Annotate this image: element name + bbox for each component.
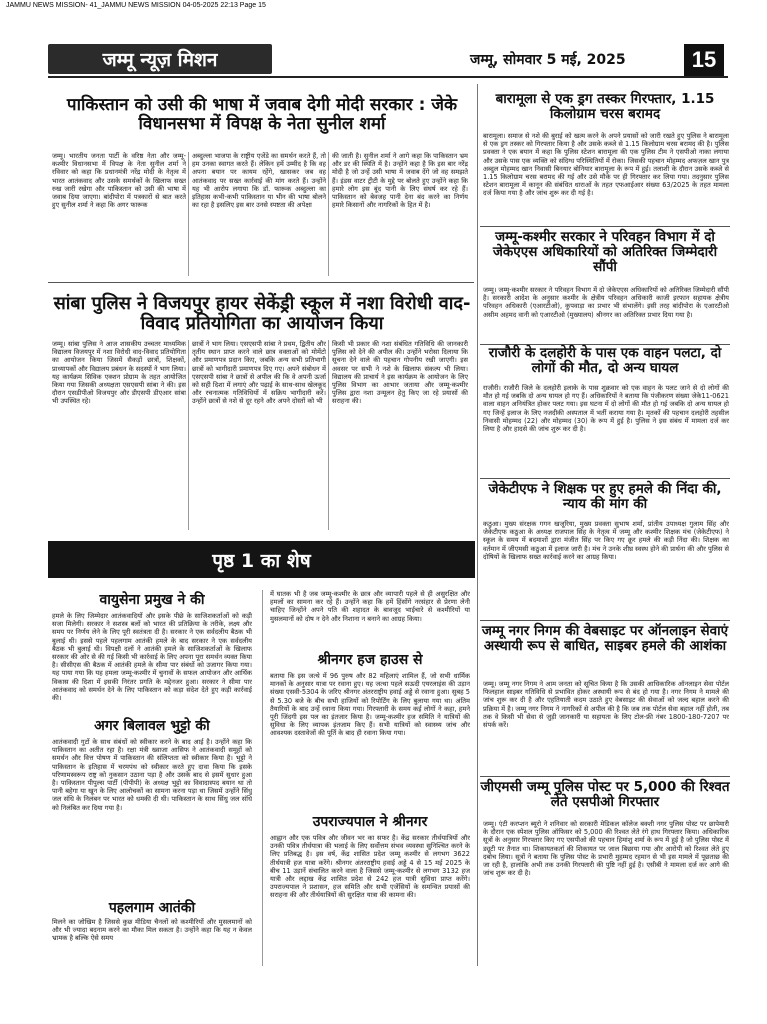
story-headline: जम्मू-कश्मीर सरकार ने परिवहन विभाग में दो जेकेएएस अधिकारियों को अतिरिक्त जिम्मेदारी सौंपी [492, 229, 718, 276]
continuation-heading: अगर बिलावल भुट्टो की [94, 718, 210, 734]
story-body: बारामूला। समाज से नशे की बुराई को खत्म करने के अपने प्रयासों को जारी रखते हुए पुलिस ने बारामूला से एक ड्रग तस्कर को गिरफ्तार किया है और उसके कब्जे से 1.15 किलोग्राम चरस बरामद की है। पुलिस प्रवक्ता ने एक बयान में कहा कि पुलिस स्टेशन बारामूला की एक पुलिस टीम ने एसपीओ नाका लगाया और उसके पास एक व्यक्ति को संदिग्ध परिस्थितियों में रोका। जिसकी पहचान मोहम्मद अफज़ल खान पुत्र अब्दुल मोहम्मद खान निवासी बिनयार बोनियार बारामूला के रूप में हुई। तलाशी के दौरान उसके कब्जे से 1.15 किलोग्राम चरस बरामद की गई और उसे मौके पर ही गिरफ्तार कर लिया गया। तदनुसार पुलिस स्टेशन बारामूला में कानून की संबंधित धाराओं के तहत एफआईआर संख्या 63/2025 के तहत मामला दर्ज किया गया है और जांच शुरू कर दी गई है। [483, 132, 729, 198]
continuation-text: आह्वान और एक पवित्र और जीवन भर का सफर है। केंद्र सरकार तीर्थयात्रियों और उनकी पवित्र तीर्थयात्रा की भलाई के लिए सर्वोत्तम संभव व्यवस्था सुनिश्चित करने के लिए प्रतिबद्ध है। इस वर्ष, केंद्र शासित प्रदेश जम्मू कश्मीर से लगभग 3622 तीर्थयात्री हज यात्रा करेंगे। श्रीनगर अंतरराष्ट्रीय हवाई अड्डे 4 से 15 मई 2025 के बीच 11 उड़ानें संचालित करने वाला है जिससे जम्मू-कश्मीर से लगभग 3132 हज यात्री और लद्दाख केंद्र शासित प्रदेश से 242 हज यात्री सुविधा प्राप्त करेंगे। उपराज्यपाल ने प्रशासन, हज समिति और सभी एजेंसियों के समन्वित प्रयासों की सराहना की और तीर्थयात्रियों की सुरक्षित यात्रा की कामना की। [270, 834, 470, 900]
story-body: जम्मू। जम्मू-कश्मीर सरकार ने परिवहन विभाग में दो जेकेएएस अधिकारियों को अतिरिक्त जिम्मेदारी सौंपी है। सरकारी आदेश के अनुसार कश्मीर के क्षेत्रीय परिवहन अधिकारी काजी इरफान सहायक क्षेत्रीय परिवहन अधिकारी (एआरटीओ), कुपवाड़ा का प्रभार भी संभालेंगे। इसी तरह बांदीपोरा के एआरटीओ असीम अहमद वानी को एआरटीओ (मुख्यालय) श्रीनगर का अतिरिक्त प्रभार दिया गया है। [483, 286, 729, 319]
continuation-heading: उपराज्यपाल ने श्रीनगर [312, 814, 428, 830]
story-column: जम्मू। सांबा पुलिस ने आज शासकीय उच्चतर माध्यमिक विद्यालय विजयपुर में नशा विरोधी वाद-विवाद प्रतियोगिता का आयोजन किया जिसमें सैकड़ों छात्रों, शिक्षकों, प्राध्यापकों और विद्यालय प्रबंधन के सदस्यों ने भाग लिया। यह कार्यक्रम सिविक एक्शन प्रोग्राम के तहत आयोजित किया गया जिसकी अध्यक्षता एसएसपी सांबा ने की। इस दौरान एसडीपीओ विजयपुर और डीएसपी डीएआर सांबा भी उपस्थित रहे। [52, 340, 186, 406]
column-rule [477, 84, 478, 966]
continuation-text: बताया कि इस जत्थे में 96 पुरुष और 82 महिलाएं शामिल हैं, जो सभी धार्मिक मानकों के अनुसार यात्रा पर रवाना हुए। यह जत्था पहले सऊदी एयरलाइंस की उड़ान संख्या एसवी-5304 के जरिए श्रीनगर अंतरराष्ट्रीय हवाई अड्डे से रवाना हुआ। सुबह 5 से 5.30 बजे के बीच सभी हाजियों को रिपोर्टिंग के लिए बुलाया गया था। अंतिम तैयारियों के बाद उन्हें रवाना किया गया। गिरफ्तारी के समय कई लोगों ने कहा, हमने पूरी जिंदगी इस पल का इंतजार किया है। जम्मू-कश्मीर हज समिति ने यात्रियों की सुविधा के लिए व्यापक इंतजाम किए हैं। सभी यात्रियों को स्वास्थ्य जांच और आवश्यक दस्तावेजों की पूर्ति के बाद ही रवाना किया गया। [270, 672, 470, 738]
story-column: किसी भी प्रकार की नशा संबंधित गतिविधि की जानकारी पुलिस को देने की अपील की। उन्होंने भरोसा दिलाया कि सूचना देने वाले की पहचान गोपनीय रखी जाएगी। इस अवसर पर सभी ने नशे के खिलाफ संकल्प भी लिया। विद्यालय की प्राचार्य ने इस कार्यक्रम के आयोजन के लिए पुलिस विभाग का आभार जताया और जम्मू-कश्मीर पुलिस द्वारा नशा उन्मूलन हेतु किए जा रहे प्रयासों की सराहना की। [332, 340, 468, 406]
column-rule [188, 340, 189, 530]
page-number: 15 [684, 44, 724, 76]
story-body: कठुआ। मुख्य संरक्षक गगन खजूरिया, मुख्य प्रवक्ता सुभाष शर्मा, प्रांतीय उपाध्यक्ष गुलाम सिंह और जेकेटीएफ कठुआ के अध्यक्ष राजपाल सिंह के नेतृत्व में जम्मू और कश्मीर शिक्षक मंच (जेकेटीएफ) ने स्कूल के समय में बदमाशों द्वारा मंजीत सिंह पर किए गए क्रूर हमले की कड़ी निंदा की। शिक्षक का वर्तमान में जीएमसी कठुआ में इलाज जारी है। मंच ने उनके शीघ्र स्वस्थ होने की प्रार्थना की और पुलिस से दोषियों के खिलाफ सख्त कार्रवाई करने का आग्रह किया। [483, 520, 729, 561]
continuation-heading: श्रीनगर हज हाउस से [317, 652, 423, 668]
continuation-text: आतंकवादी गुटों के साथ संबंधों को स्वीकार करने के बाद आई है। उन्होंने कहा कि पाकिस्तान का अतीत रहा है। रक्षा मंत्री ख्वाजा आसिफ ने आतंकवादी समूहों को समर्थन और वित्त पोषण में पाकिस्तान की संलिप्तता को स्वीकार किया है। भुट्टो ने पाकिस्तान के इतिहास में चरमपंथ को स्वीकार करते हुए दावा किया कि इसके परिणामस्वरूप राष्ट्र को नुकसान उठाना पड़ा है और उसके बाद से इसमें सुधार हुआ है। पाकिस्तान पीपुल्स पार्टी (पीपीपी) के अध्यक्ष भुट्टो का विवादास्पद बयान था तो पानी बहेगा या खून के लिए आलोचकों का सामना करना पड़ा था जिसमें उन्होंने सिंधु जल संधि के निलंबन पर भारत को धमकी दी थी। पाकिस्तान के साथ सिंधु जल संधि को निलंबित कर दिया गया है। [52, 738, 252, 812]
story-headline: जीएमसी जम्मू पुलिस पोस्ट पर 5,000 की रिश्वत लेते एसपीओ गिरफ्तार [480, 779, 730, 811]
masthead-rule [48, 76, 728, 78]
column-rule [188, 152, 189, 276]
story-column: की जाती है। सुनील शर्मा ने आगे कहा कि पाकिस्तान भ्रम और डर की स्थिति में है। उन्होंने कहा है कि इस बार नरेंद्र मोदी है जो उन्हें उसी भाषा में जवाब देंगे जो वह समझते हैं। इंडस वाटर ट्रीटी के मुद्दे पर बोलते हुए उन्होंने कहा कि हमारे लोग इस बूंद पानी के लिए संघर्ष कर रहे हैं। पाकिस्तान को बेवजह पानी देना बंद करने का निर्णय हमारे किसानों और नागरिकों के हित में है। [332, 152, 468, 210]
story-column: जम्मू। भारतीय जनता पार्टी के वरिष्ठ नेता और जम्मू-कश्मीर विधानसभा में विपक्ष के नेता सुनील शर्मा ने रविवार को कहा कि प्रधानमंत्री नरेंद्र मोदी के नेतृत्व में भारत आतंकवाद और उसके समर्थकों के खिलाफ सख्त रुख जारी रखेगा और पाकिस्तान को उसी की भाषा में जवाब दिया जाएगा। बांदीपोरा में पत्रकारों से बात करते हुए सुनील शर्मा ने कहा कि अगर फारूक [52, 152, 186, 210]
story-body: राजौरी। राजौरी जिले के दलहोरी इलाके के पास शुक्रवार को एक वाहन के पलट जाने से दो लोगों की मौत हो गई जबकि दो अन्य घायल हो गए हैं। अधिकारियों ने बताया कि पंजीकरण संख्या जेके11-0621 वाला वाहन अनियंत्रित होकर पलट गया। इस घटना में दो लोगों की मौत हो गई जबकि दो अन्य घायल हो गए जिन्हें इलाज के लिए नजदीकी अस्पताल में भर्ती कराया गया है। मृतकों की पहचान दलहोरी तहसील निवासी मोहम्मद (22) और मोहम्मद (30) के रूप में हुई है। पुलिस ने इस संबंध में मामला दर्ज कर लिया है और हादसे की जांच शुरू कर दी है। [483, 384, 729, 434]
section-rule [480, 620, 730, 621]
continuation-text: मिलने का जोखिम है जिससे कुछ मीडिया चैनलों को कश्मीरियों और मुसलमानों को और भी ज्यादा बदनाम करने का मौका मिल सकता है। उन्होंने कहा कि यह न केवल भ्रामक है बल्कि ऐसे समय [52, 918, 252, 943]
continuation-heading: वायुसेना प्रमुख ने की [99, 592, 205, 608]
section-rule [480, 226, 730, 227]
story-headline: राजौरी के दलहोरी के पास एक वाहन पलटा, दो लोगों की मौत, दो अन्य घायल [488, 345, 722, 377]
story-headline: पाकिस्तान को उसी की भाषा में जवाब देगी मोदी सरकार : जेके विधानसभा में विपक्ष के नेता सुनील शर्मा [66, 95, 458, 135]
story-column: छात्रों ने भाग लिया। एसएसपी सांबा ने प्रथम, द्वितीय और तृतीय स्थान प्राप्त करने वाले छात्र वक्ताओं को मोमेंटो और प्रमाणपत्र प्रदान किए, जबकि अन्य सभी प्रतिभागी छात्रों को भागीदारी प्रमाणपत्र दिए गए। अपने संबोधन में एसएसपी सांबा ने छात्रों से अपील की कि वे अपनी ऊर्जा को सही दिशा में लगाएं और पढ़ाई के साथ-साथ खेलकूद और रचनात्मक गतिविधियों में सक्रिय भागीदारी करें। उन्होंने छात्रों से नशे से दूर रहने और अपने दोस्तों को भी [192, 340, 326, 406]
story-headline: जेकेटीएफ ने शिक्षक पर हुए हमले की निंदा की, न्याय की मांग की [488, 481, 722, 513]
story-body: जम्मू। एंटी करप्शन ब्यूरो ने शनिवार को सरकारी मेडिकल कॉलेज बक्शी नगर पुलिस पोस्ट पर छापेमारी के दौरान एक स्पेशल पुलिस ऑफिसर को 5,000 की रिश्वत लेते रंगे हाथ गिरफ्तार किया। अधिकारिक सूत्रों के अनुसार गिरफ्तार किए गए एसपीओ की पहचान हिमांशु शर्मा के रूप में हुई है जो पुलिस पोस्ट में ड्यूटी पर तैनात था। शिकायतकर्ता की शिकायत पर जाल बिछाया गया और आरोपी को रिश्वत लेते हुए दबोच लिया। सूत्रों ने बताया कि पुलिस पोस्ट के प्रभारी मुहम्मद रहमान से भी इस मामले में पूछताछ की जा रही है, हालांकि अभी तक उनकी गिरफ्तारी की पुष्टि नहीं हुई है। एसीबी ने मामला दर्ज कर आगे की जांच शुरू कर दी है। [483, 820, 729, 878]
story-headline: सांबा पुलिस ने विजयपुर हायर सेकेंड्री स्कूल में नशा विरोधी वाद-विवाद प्रतियोगिता का आयोजन किया [53, 293, 471, 335]
section-rule [480, 776, 730, 777]
continuation-heading: पहलगाम आतंकी [108, 900, 196, 916]
continuation-text: में घातक भी है जब जम्मू-कश्मीर के छात्र और व्यापारी पहले से ही असुरक्षित और हमलों का सामना कर रहे हैं। उन्होंने कहा कि हमें हिंसोंगे नरसंहार से प्रेरणा लेनी चाहिए जिन्होंने अपने पति की शहादत के बावजूद भाईचारे से कश्मीरियों या मुसलमानों को दोष न देने और निशाना न बनाने का आग्रह किया। [270, 590, 470, 623]
story-column: अब्दुल्ला भाजपा के राष्ट्रीय एजेंडे का समर्थन करते हैं, तो हम उनका स्वागत करते हैं। लेकिन हमें उम्मीद है कि वह अपना बयान पर कायम रहेंगे, खासकर जब वह आतंकवाद पर सख्त कार्रवाई की मांग करते हैं। उन्होंने यह भी आरोप लगाया कि डॉ. फारूक अब्दुल्ला का इतिहास कभी-कभी पाकिस्तान या भीन की भाषा बोलने का रहा है इसलिए इस बार उनसे स्पष्टता की अपेक्षा [192, 152, 326, 210]
column-rule [328, 340, 329, 530]
continuation-text: हमले के लिए जिम्मेदार आतंकवादियों और इसके पीछे के साजिशकर्ताओं को कड़ी सजा मिलेगी। सरकार ने सशस्त्र बलों को भारत की प्रतिक्रिया के तरीके, लक्ष्य और समय पर निर्णय लेने के लिए पूरी स्वतंत्रता दी है। सरकार ने एक सर्वदलीय बैठक भी बुलाई थी। इससे पहले पहलगाम आतंकी हमले के बाद सरकार ने एक सर्वदलीय बैठक भी बुलाई थी। विपक्षी दलों ने आतंकी हमले के साजिशकर्ताओं के खिलाफ सरकार की ओर से की गई किसी भी कार्रवाई के लिए अपना पूरा समर्थन व्यक्त किया है। सीसीएस की बैठक में आतंकी हमले के सीमा पार संबंधों को उजागर किया गया। यह पाया गया कि यह हमला जम्मू-कश्मीर में चुनावों के सफल आयोजन और आर्थिक विकास की दिशा में इसकी निरंतर प्रगति के मद्देनजर हुआ। सरकार ने सीमा पार आतंकवाद को समर्थन देने के लिए पाकिस्तान को कड़ा संदेश देते हुए कड़ी कार्रवाई की। [52, 612, 252, 703]
masthead-title: जम्मू न्यूज़ मिशन [48, 44, 272, 74]
section-rule [48, 282, 474, 283]
story-headline: बारामूला से एक ड्रग तस्कर गिरफ्तार, 1.15 किलोग्राम चरस बरामद [495, 91, 715, 123]
column-rule [328, 152, 329, 276]
issue-date: जम्मू, सोमवार 5 मई, 2025 [470, 52, 626, 68]
column-rule [262, 590, 263, 966]
section-rule [480, 478, 730, 479]
continuation-banner: पृष्ठ 1 का शेष [48, 541, 475, 578]
print-metadata: JAMMU NEWS MISSION- 41_JAMMU NEWS MISSION 04-05-2025 22:13 Page 15 [6, 2, 266, 9]
story-headline: जम्मू नगर निगम की वेबसाइट पर ऑनलाइन सेवाएं अस्थायी रूप से बाधित, साइबर हमले की आशंका [481, 623, 729, 655]
story-body: जम्मू। जम्मू नगर निगम ने आम जनता को सूचित किया है कि उसकी आधिकारिक ऑनलाइन सेवा पोर्टल फिलहाल साइबर गतिविधि से प्रभावित होकर अस्थायी रूप से बंद हो गया है। नगर निगम ने मामले की जांच शुरू कर दी है और एहतियाती कदम उठाते हुए वेबसाइट की सेवाओं को जल्द बहाल करने की प्रक्रिया में है। जम्मू नगर निगम ने नागरिकों से अपील की है कि जब तक पोर्टल सेवा बहाल नहीं होती, तब तक वे किसी भी सेवा से जुड़ी जानकारी या सहायता के लिए टोल-फ्री नंबर 1800-180-7207 पर संपर्क करें। [483, 680, 729, 730]
